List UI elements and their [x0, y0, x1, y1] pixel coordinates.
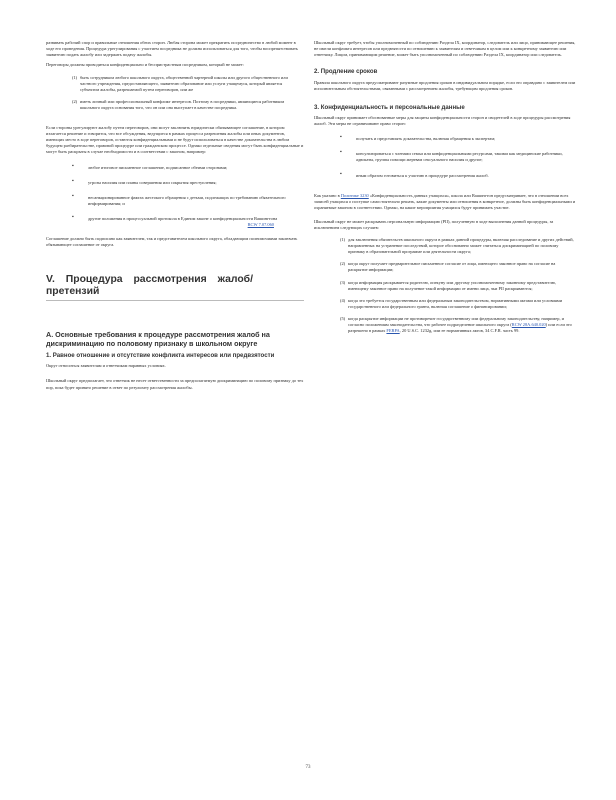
paragraph-student-records: Как указано в Политике 3230 «Конфиденциальность данных учащихся», школа или Вашингтон предусматривает, что в отношении всех записей учащихся о поступке самостоятельно решать, какие документы или отношения в конкретное, должны быть конфиденциальными и охраняемые законом в соответствии. Однако, на какие мероприятия учащихся будут принимать участие.	[314, 192, 576, 210]
policy-link[interactable]: Политике 3230	[340, 192, 369, 198]
paragraph-no-conflict: Школьный округ требует, чтобы уполномоченный по соблюдению Раздела IX, координатор, следователь или лицо, принимающее решения, не имели конфликта интересов или предвзятости по отношению к заявителям и ответчикам в целом или к конкретному заявителю или ответчику. Лицом, принимающим решение, может быть уполномоченный по соблюдению Раздела IX, координатор или следователь.	[314, 40, 576, 58]
reference-link-rcw[interactable]: RCW 7.07.060	[247, 221, 274, 227]
list-item	[314, 316, 579, 334]
list-item	[314, 280, 579, 292]
bullet-text: иным образом готовиться к участию в процедуре рассмотрения жалоб.	[356, 172, 489, 178]
item-text: для заключения обязательств школьного округа в рамках данной процедуры, включая расследование и других действий, направленных на устранение последствий, которое обоснованно может считаться дискриминацией по половому признаку в образовательной программе или деятельности округа;	[348, 237, 574, 255]
bullet-marker: ▪	[72, 163, 74, 169]
list-item	[314, 237, 579, 255]
item-text: когда округ получает предварительное письменное согласие от лица, имеющего законное право на согласие на раскрытие информации;	[348, 261, 556, 273]
item-number: (5)	[340, 315, 346, 321]
bullet-text: другие положения в процессуальной протокола в Едином законе о конфиденциальности Вашингтона	[88, 215, 278, 221]
bullet-item	[314, 173, 579, 179]
bullet-marker: ▪	[72, 214, 74, 220]
item-number: (1)	[340, 237, 346, 243]
paragraph-mediation-intro: развивать рабочий спор и правильные отношения обеих сторон. Любая сторона может прекратить посредничество в любой момент в ходе его проведения. Процедура урегулирования с участием посредника не должна использоваться для того, чтобы воспрепятствовать заявителю подать жалобу или задержать подачу жалобы.	[46, 40, 298, 58]
right-column	[314, 40, 579, 334]
bullet-marker: ▪	[340, 171, 342, 177]
item-number: (4)	[340, 297, 346, 303]
list-item	[314, 298, 579, 310]
bullet-text: несанкционированное фактах жестокого обращения с детьми, подлежащих по требованию обязательного информирования; и	[88, 194, 286, 206]
item-number: (1)	[72, 74, 78, 80]
list-item	[46, 99, 304, 111]
paragraph-mediator-requirements: Переговоры должны проводиться конфиденциально и беспристрастным посредником, который не может:	[46, 62, 245, 68]
bullet-text: угрозы насилия или планы совершения или сокрытия преступления;	[88, 179, 217, 185]
heading-basic-requirements: A. Основные требования к процедуре рассмотрения жалоб на дискриминацию по половому признаку в школьном округе	[46, 330, 270, 349]
bullet-marker: ▪	[72, 178, 74, 184]
item-number: (3)	[340, 279, 346, 285]
bullet-marker: ▪	[72, 193, 74, 199]
paragraph-confidentiality: Школьный округ принимает обоснованные меры для защиты конфиденциальности сторон и свидетелей в ходе процедуры рассмотрения жалоб. Эти меры не ограничивают право сторон:	[314, 115, 571, 127]
paragraph-time-extension: Правила школьного округа предусматривают разумные продления сроков в индивидуальном порядке, если это оправдано с заявителем или исполнительным обстоятельствами, связанными с рассмотрением жалобы, требующим продления сроков.	[314, 79, 576, 91]
bullet-item	[314, 151, 579, 163]
bullet-item	[46, 216, 304, 222]
bullet-item	[46, 180, 304, 186]
bullet-item	[314, 136, 579, 142]
item-number: (2)	[340, 261, 346, 267]
paragraph-agreement-signature: Соглашение должно быть подписано как заявителем, так и представителем школьного округа, обладающим полномочиями заключать обязывающее соглашение от округа.	[46, 236, 298, 248]
section-title: V. Процедура рассмотрения жалоб/претензий	[46, 274, 253, 298]
list-item	[46, 75, 304, 93]
left-column	[46, 40, 304, 391]
heading-confidentiality: 3. Конфиденциальность и персональные данные	[314, 103, 465, 111]
paragraph-pii: Школьный округ не может раскрывать персональную информацию (PII), полученную в ходе выполнения данной процедуры, за исключением следующих случаев:	[314, 218, 554, 230]
item-text: иметь личный или профессиональный конфликт интересов. Поэтому в посредники, являющиеся работником школьного округа основания того, что он или она выступает в качестве посредника.	[80, 98, 285, 110]
list-item	[314, 261, 579, 273]
heading-equal-treatment: 1. Равное отношение и отсутствие конфликта интересов или предвзятости	[46, 352, 275, 360]
paragraph-equal-treatment: Округ относиться заявителям и ответчикам наравных условиях.	[46, 363, 166, 369]
bullet-item	[46, 165, 304, 171]
paragraph-presumption: Школьный округ предполагает, что ответчик не несет ответственности за предполагаемую дискриминацию по половому признаку до тех пор, пока будет принято решение в ответ по результату рассмотрения жалобы.	[46, 378, 304, 390]
bullet-marker: ▪	[340, 150, 342, 156]
page-number: 73	[305, 765, 311, 770]
reference-link-rcw[interactable]: RCW 28A.640.020	[511, 322, 546, 328]
item-text: когда информация раскрывается родителю, опекуну или другому уполномоченному законному представителю, имеющему законное право на получение такой информации от имени лица, чьи PII раскрываются;	[348, 279, 557, 291]
reference-link-ferpa[interactable]: FERPA	[386, 328, 400, 334]
heading-time-extension: 2. Продление сроков	[314, 68, 378, 76]
paragraph-agreement-confidentiality: Если стороны урегулируют жалобу путем переговоров, они могут заключить юридически обязывающее соглашение, в котором излагается решение и говорится, что все обсуждения, ведущиеся в рамках процесса разрешения жалобы или иных документов, имеющих место в ходе переговоров, остаются конфиденциальными и не будут использоваться в качестве доказательства в любом будущем разбирательстве, правовой процедуре или гражданском процессе. Однако отдельные сведения могут быть конфиденциальные и могут быть раскрыты в случае необходимости и в соответствии с законом, например:	[46, 125, 304, 155]
item-text: когда это требуется государственным или федеральным законодательством, нормативными актами или условиями государственного или федерального гранта, включая соглашение о финансировании;	[348, 297, 563, 309]
bullet-text: получать и представлять доказательства, включая обращения к экспертам;	[356, 136, 496, 142]
bullet-marker: ▪	[340, 135, 342, 141]
item-text: быть сотрудником любого школьного округа, общественной чартерной школы или другого общественного или частного учреждения, предоставляющего, заявителю образование или услуги учащемуся, который является субъектом жалобы, разрешаемой путем переговоров, или же	[80, 74, 288, 92]
bullet-text: консультироваться с членами семьи или конфиденциальными ресурсами, такими как медицинские работники, адвокаты, группы помощи жертвам сексуального насилия и другие;	[356, 151, 563, 163]
bullet-item	[46, 195, 304, 207]
bullet-text: любое итоговое письменное соглашение, подписанное обеими сторонами;	[88, 164, 228, 170]
item-text: когда раскрытие информации не противоречит государственному или федеральному законодательству, например, и согласно положениям законодательства, что рабочее подразделение школьного округа (RCW 28A.640.020) или если это разрешено в рамках FERPA, 20 U.S.C. 1232g, или ее нормативных актов, 34 C.F.R. часть 99.	[348, 315, 572, 334]
item-number: (2)	[72, 98, 78, 104]
